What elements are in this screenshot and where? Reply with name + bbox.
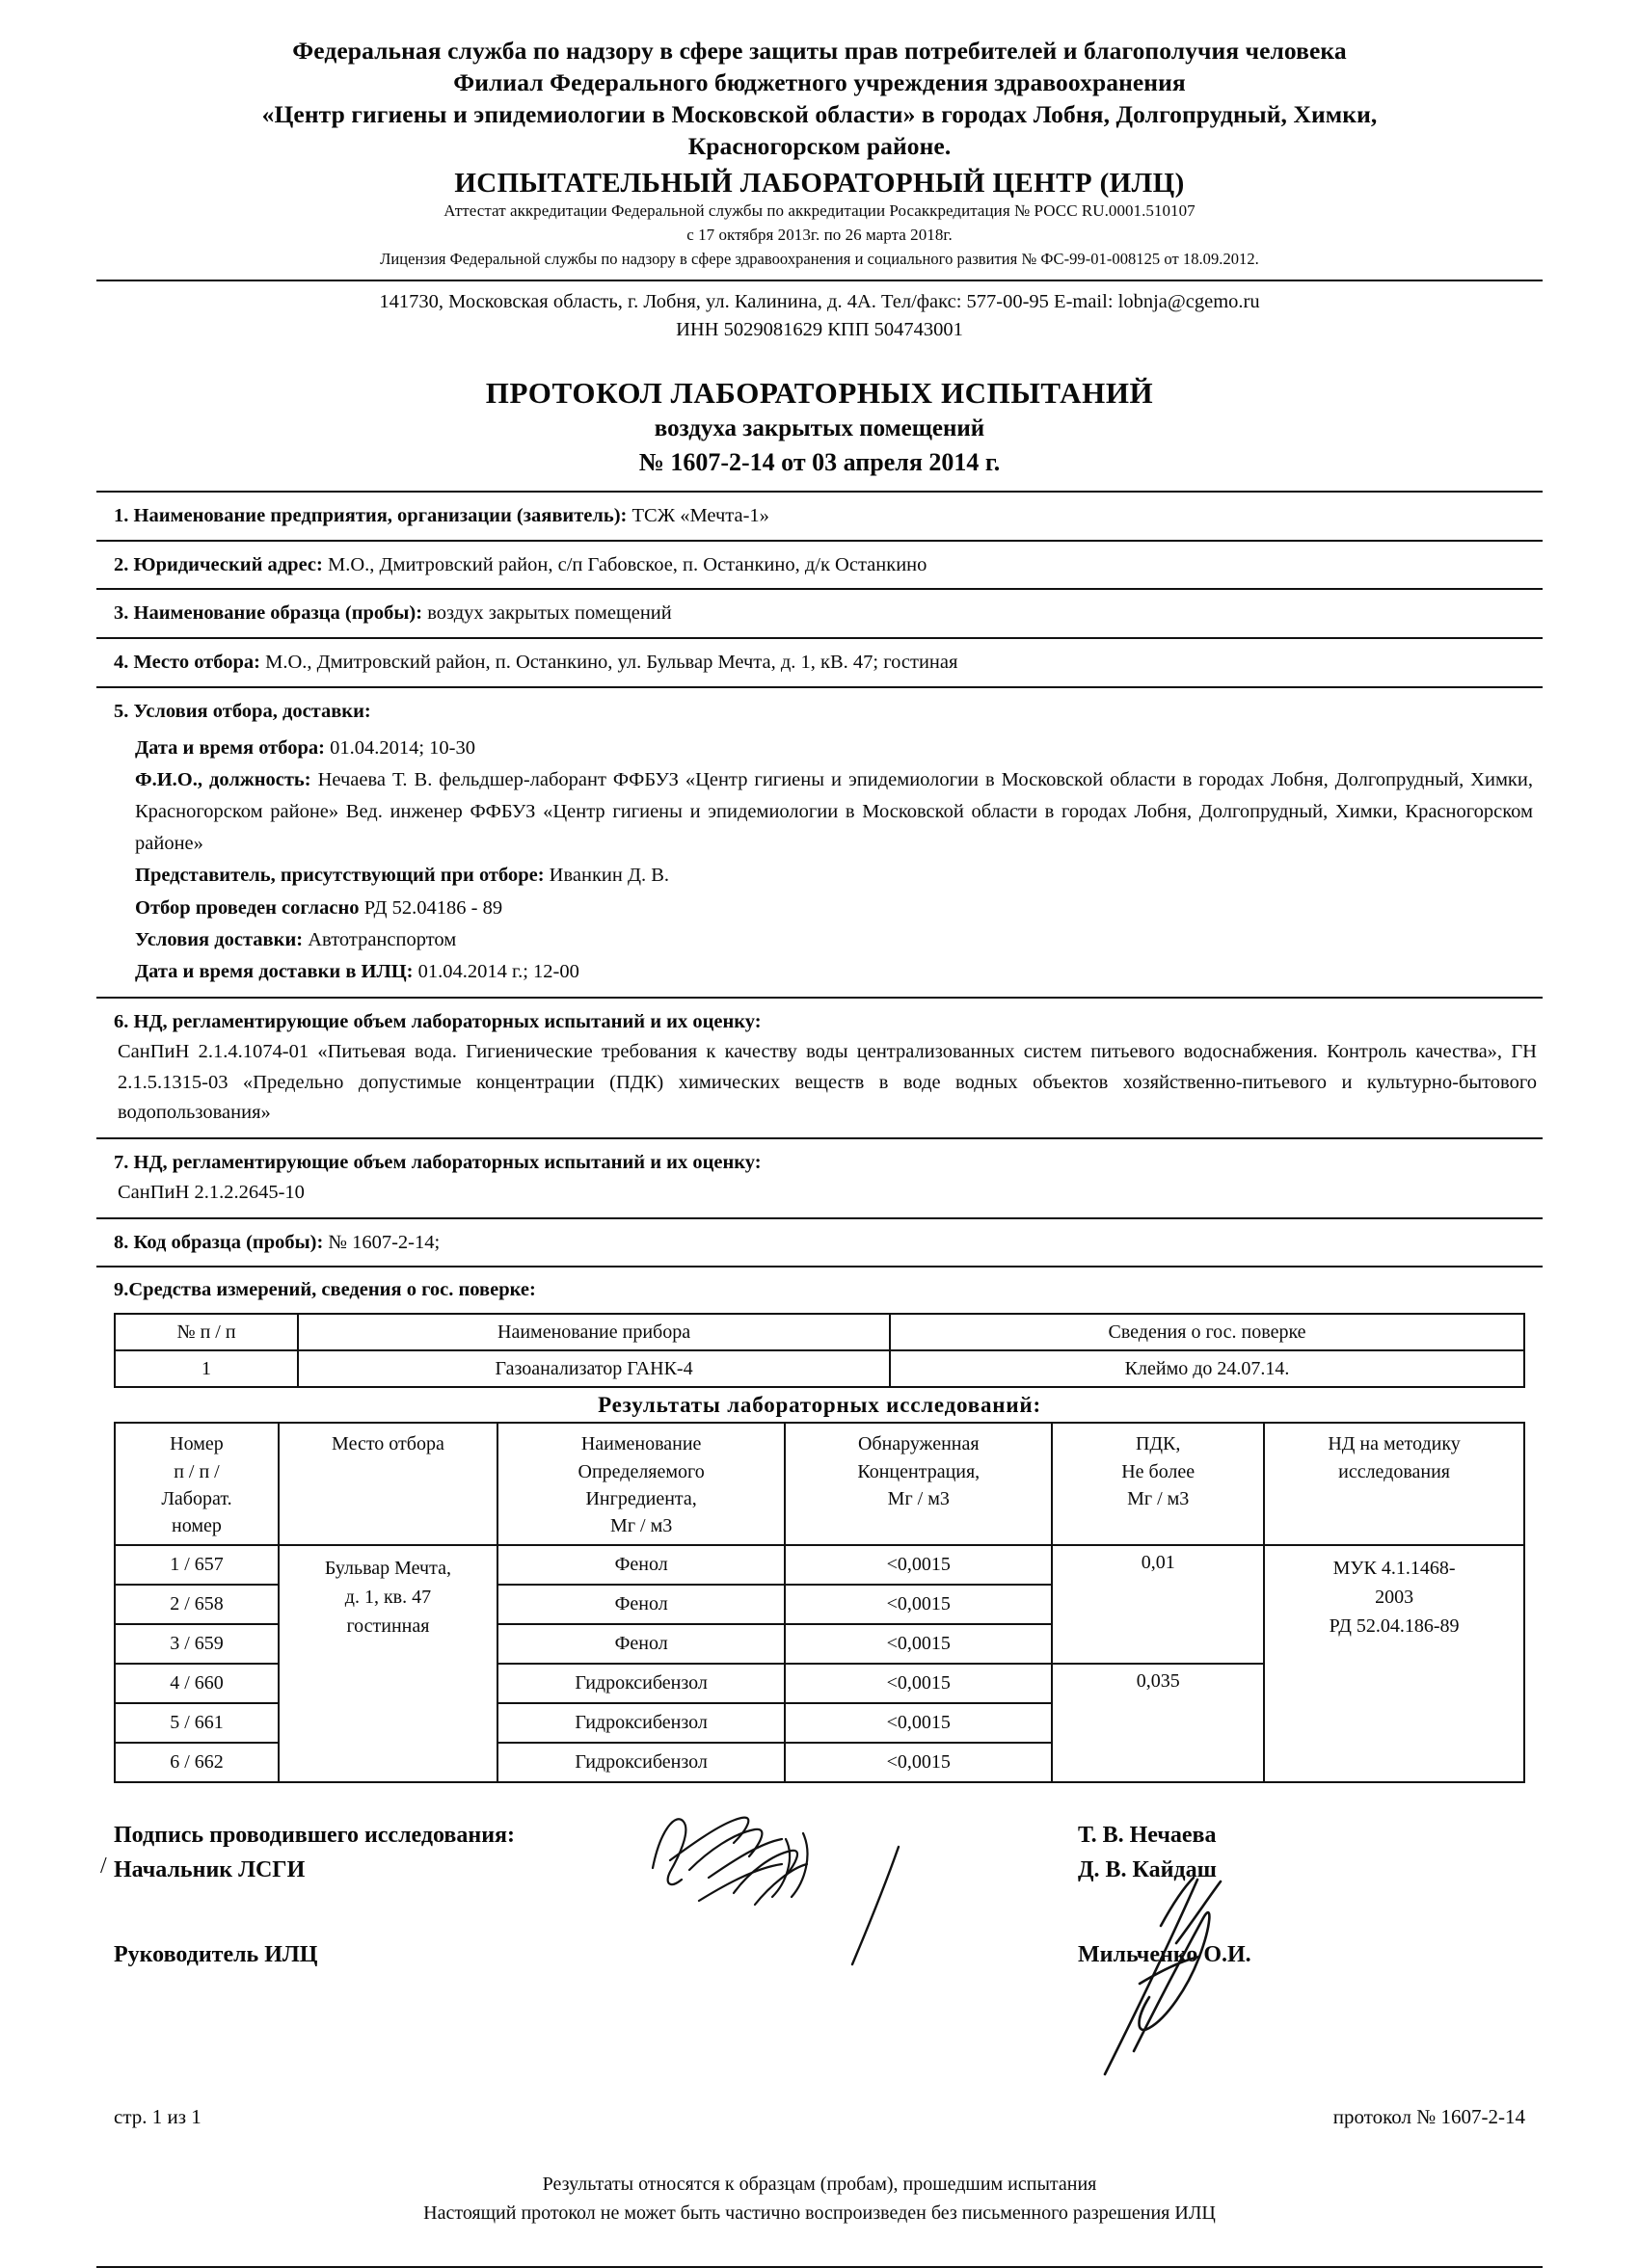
cell-method bbox=[1264, 1545, 1524, 1782]
results-header-place-l1: Место отбора bbox=[332, 1433, 444, 1455]
sampling-datetime bbox=[96, 733, 1543, 764]
results-header-number-l3: Лаборат. bbox=[161, 1488, 232, 1509]
footer-note-line-2: Настоящий протокол не может быть частично воспроизведен без письменного разрешения ИЛЦ bbox=[423, 2201, 1216, 2224]
signature-right-block-2 bbox=[1078, 1937, 1251, 1972]
sampling-person-label: Ф.И.О., должность: bbox=[135, 768, 311, 790]
section-8-label: 8. Код образца (пробы): bbox=[114, 1231, 324, 1253]
representative-value: Иванкин Д. В. bbox=[544, 865, 670, 887]
section-2-value: М.О., Дмитровский район, с/п Габовское, п. Останкино, д/к Останкино bbox=[322, 553, 927, 575]
footer-line bbox=[96, 2105, 1543, 2129]
instr-row-no: 1 bbox=[115, 1350, 298, 1387]
cell-number: 3 / 659 bbox=[115, 1624, 279, 1664]
section-2 bbox=[96, 542, 1543, 591]
postal-address: 141730, Московская область, г. Лобня, ул. Калинина, д. 4А. Тел/факс: 577-00-95 E-mail: lobnja@cgemo.ru bbox=[379, 290, 1260, 312]
results-header-pdk-l3: Мг / м3 bbox=[1127, 1488, 1190, 1509]
sampling-standard-value: РД 52.04186 - 89 bbox=[359, 896, 503, 919]
section-7 bbox=[96, 1139, 1543, 1219]
cell-concentration: <0,0015 bbox=[785, 1703, 1052, 1743]
section-3 bbox=[96, 590, 1543, 639]
section-8 bbox=[96, 1219, 1543, 1268]
results-header-pdk-l1: ПДК, bbox=[1135, 1433, 1181, 1455]
section-4-label: 4. Место отбора: bbox=[114, 652, 260, 674]
instr-header-name: Наименование прибора bbox=[298, 1314, 890, 1350]
cell-ingredient: Фенол bbox=[497, 1624, 785, 1664]
org-line-4: Красногорском районе. bbox=[687, 132, 952, 161]
instr-row-verification: Клеймо до 24.07.14. bbox=[890, 1350, 1524, 1387]
cell-place-l3: гостинная bbox=[346, 1614, 430, 1637]
signature-label-head-ilc: Руководитель ИЛЦ bbox=[114, 1941, 318, 1967]
section-8-value: № 1607-2-14; bbox=[323, 1231, 441, 1253]
results-header-number bbox=[115, 1423, 279, 1545]
results-header-number-l4: номер bbox=[172, 1515, 222, 1537]
section-9-heading bbox=[96, 1267, 1543, 1305]
cell-method-l2: 2003 bbox=[1375, 1586, 1414, 1608]
cell-ingredient: Фенол bbox=[497, 1585, 785, 1624]
cell-number: 1 / 657 bbox=[115, 1545, 279, 1585]
org-line-2: Филиал Федерального бюджетного учреждения здравоохранения bbox=[453, 68, 1186, 97]
page-subtitle: воздуха закрытых помещений bbox=[654, 414, 985, 441]
cell-concentration: <0,0015 bbox=[785, 1585, 1052, 1624]
contact-block bbox=[96, 288, 1543, 344]
results-header-ingredient-l4: Мг / м3 bbox=[610, 1515, 673, 1537]
section-1-value: ТСЖ «Мечта-1» bbox=[627, 504, 769, 526]
sampling-standard bbox=[96, 893, 1543, 924]
signature-right-block-1 bbox=[1078, 1818, 1217, 1887]
results-header-pdk bbox=[1052, 1423, 1264, 1545]
section-1-line bbox=[96, 501, 1543, 531]
section-7-value: СанПиН 2.1.2.2645-10 bbox=[118, 1181, 305, 1203]
cell-ingredient: Фенол bbox=[497, 1545, 785, 1585]
results-header-concentration-l1: Обнаруженная bbox=[857, 1433, 980, 1455]
sampling-person bbox=[96, 764, 1543, 861]
instrument-table-wrap bbox=[96, 1305, 1543, 1388]
protocol-number: № 1607-2-14 от 03 апреля 2014 г. bbox=[638, 447, 1001, 476]
footer-note bbox=[96, 2170, 1543, 2228]
table-row bbox=[115, 1545, 1524, 1585]
section-4 bbox=[96, 639, 1543, 688]
delivery-datetime-label: Дата и время доставки в ИЛЦ: bbox=[135, 960, 414, 982]
results-header-concentration-l2: Концентрация, bbox=[857, 1460, 981, 1482]
signature-left-block-2 bbox=[114, 1937, 712, 1972]
section-4-line bbox=[96, 648, 1543, 678]
instr-header-no: № п / п bbox=[115, 1314, 298, 1350]
results-header-pdk-l2: Не более bbox=[1121, 1460, 1196, 1482]
section-6-label: 6. НД, регламентирующие объем лабораторных испытаний и их оценку: bbox=[114, 1011, 762, 1033]
results-header-concentration-l3: Мг / м3 bbox=[887, 1488, 950, 1509]
section-5-label: 5. Условия отбора, доставки: bbox=[114, 700, 371, 722]
section-9 bbox=[96, 1267, 1543, 1388]
cell-concentration: <0,0015 bbox=[785, 1545, 1052, 1585]
representative bbox=[96, 860, 1543, 892]
inn-kpp: ИНН 5029081629 КПП 504743001 bbox=[676, 318, 963, 340]
org-line-1: Федеральная служба по надзору в сфере защиты прав потребителей и благополучия человека bbox=[292, 37, 1347, 65]
results-header-number-l2: п / п / bbox=[174, 1460, 220, 1482]
table-row-header bbox=[115, 1314, 1524, 1350]
delivery-datetime bbox=[96, 956, 1543, 988]
signature-row-2 bbox=[114, 1937, 1525, 1972]
accreditation-certificate: Аттестат аккредитации Федеральной службы по аккредитации Росаккредитация № РОСС RU.0001.510107 bbox=[443, 201, 1196, 221]
results-header-ingredient-l1: Наименование bbox=[580, 1433, 702, 1455]
section-6 bbox=[96, 999, 1543, 1139]
representative-label: Представитель, присутствующий при отборе: bbox=[135, 865, 545, 887]
results-header-method bbox=[1264, 1423, 1524, 1545]
ilc-title: ИСПЫТАТЕЛЬНЫЙ ЛАБОРАТОРНЫЙ ЦЕНТР (ИЛЦ) bbox=[454, 167, 1185, 199]
protocol-footer-number: протокол № 1607-2-14 bbox=[1332, 2104, 1525, 2128]
section-4-value: М.О., Дмитровский район, п. Останкино, ул. Бульвар Мечта, д. 1, кВ. 47; гостиная bbox=[259, 652, 958, 674]
cell-ingredient: Гидроксибензол bbox=[497, 1664, 785, 1703]
section-5-heading bbox=[96, 697, 1543, 733]
page-number: стр. 1 из 1 bbox=[114, 2104, 202, 2128]
instr-row-name: Газоанализатор ГАНК-4 bbox=[298, 1350, 890, 1387]
cell-ingredient: Гидроксибензол bbox=[497, 1743, 785, 1782]
section-2-line bbox=[96, 550, 1543, 580]
section-8-line bbox=[96, 1228, 1543, 1258]
cell-method-l1: МУК 4.1.1468- bbox=[1332, 1557, 1456, 1579]
results-header-method-l2: исследования bbox=[1338, 1460, 1450, 1482]
footer-note-line-1: Результаты относятся к образцам (пробам), прошедшим испытания bbox=[542, 2173, 1097, 2195]
section-2-label: 2. Юридический адрес: bbox=[114, 553, 323, 575]
signature-name-milchenko: Мильченко О.И. bbox=[1078, 1941, 1251, 1967]
sampling-standard-label: Отбор проведен согласно bbox=[135, 896, 360, 919]
signature-label-performer: Подпись проводившего исследования: bbox=[114, 1822, 516, 1848]
section-3-value: воздух закрытых помещений bbox=[422, 602, 672, 625]
section-9-label: 9.Средства измерений, сведения о гос. поверке: bbox=[114, 1279, 536, 1301]
cell-number: 6 / 662 bbox=[115, 1743, 279, 1782]
sampling-person-value: Нечаева Т. В. фельдшер-лаборант ФФБУЗ «Центр гигиены и эпидемиологии в Московской области в городах Лобня, Долгопрудный, Химки, Красногорском районе» Вед. инженер ФФБУЗ «Центр гигиены и эпидемиологии в Московской области в городах Лобня, Долгопрудный, Химки, Красногорском районе» bbox=[135, 768, 1533, 855]
results-header-ingredient-l2: Определяемого bbox=[578, 1460, 705, 1482]
results-header-place bbox=[279, 1423, 497, 1545]
signature-label-head-lsgi: / Начальник ЛСГИ bbox=[114, 1853, 712, 1887]
sampling-datetime-value: 01.04.2014; 10-30 bbox=[324, 736, 475, 759]
cell-number: 2 / 658 bbox=[115, 1585, 279, 1624]
table-row-header bbox=[115, 1423, 1524, 1545]
results-table bbox=[114, 1422, 1525, 1783]
instr-header-verification: Сведения о гос. поверке bbox=[890, 1314, 1524, 1350]
header-divider bbox=[96, 280, 1543, 281]
section-3-label: 3. Наименование образца (пробы): bbox=[114, 602, 423, 625]
results-header-concentration bbox=[785, 1423, 1052, 1545]
slash-mark: / bbox=[100, 1853, 107, 1879]
delivery-conditions-label: Условия доставки: bbox=[135, 928, 304, 950]
cell-number: 5 / 661 bbox=[115, 1703, 279, 1743]
section-1-label: 1. Наименование предприятия, организации (заявитель): bbox=[114, 504, 628, 526]
org-line-3: «Центр гигиены и эпидемиологии в Московской области» в городах Лобня, Долгопрудный, Химки, bbox=[261, 100, 1378, 129]
cell-method-l3: РД 52.04.186-89 bbox=[1329, 1614, 1460, 1637]
signature-mark-milchenko bbox=[1080, 1868, 1244, 2080]
results-header-ingredient bbox=[497, 1423, 785, 1545]
delivery-conditions bbox=[96, 924, 1543, 956]
cell-ingredient: Гидроксибензол bbox=[497, 1703, 785, 1743]
signature-area bbox=[96, 1818, 1543, 2049]
instrument-table bbox=[114, 1313, 1525, 1388]
cell-concentration: <0,0015 bbox=[785, 1743, 1052, 1782]
signature-row-1 bbox=[100, 1818, 1525, 1887]
delivery-conditions-value: Автотранспортом bbox=[303, 928, 457, 950]
signature-left-block-1 bbox=[100, 1818, 712, 1887]
results-table-wrap bbox=[96, 1422, 1543, 1783]
cell-pdk: 0,01 bbox=[1052, 1545, 1264, 1664]
cell-pdk: 0,035 bbox=[1052, 1664, 1264, 1782]
sampling-datetime-label: Дата и время отбора: bbox=[135, 736, 325, 759]
organization-header bbox=[96, 35, 1543, 271]
section-7-label: 7. НД, регламентирующие объем лабораторных испытаний и их оценку: bbox=[114, 1152, 762, 1174]
signature-name-kaydash: Д. В. Кайдаш bbox=[1078, 1856, 1217, 1882]
results-header-number-l1: Номер bbox=[170, 1433, 224, 1455]
results-header-method-l1: НД на методику bbox=[1328, 1433, 1461, 1455]
cell-place bbox=[279, 1545, 497, 1782]
cell-concentration: <0,0015 bbox=[785, 1664, 1052, 1703]
section-6-heading bbox=[96, 1007, 1543, 1037]
cell-number: 4 / 660 bbox=[115, 1664, 279, 1703]
page-title: ПРОТОКОЛ ЛАБОРАТОРНЫХ ИСПЫТАНИЙ bbox=[485, 375, 1154, 410]
cell-place-l2: д. 1, кв. 47 bbox=[344, 1586, 432, 1608]
cell-place-l1: Бульвар Мечта, bbox=[324, 1557, 451, 1579]
section-1 bbox=[96, 491, 1543, 542]
accreditation-validity: с 17 октября 2013г. по 26 марта 2018г. bbox=[686, 226, 953, 244]
cell-concentration: <0,0015 bbox=[785, 1624, 1052, 1664]
section-3-line bbox=[96, 599, 1543, 628]
signature-name-nechaeva: Т. В. Нечаева bbox=[1078, 1822, 1217, 1848]
table-row bbox=[115, 1350, 1524, 1387]
section-7-heading bbox=[96, 1148, 1543, 1178]
results-header-ingredient-l3: Ингредиента, bbox=[585, 1488, 697, 1509]
section-5 bbox=[96, 688, 1543, 999]
license-line: Лицензия Федеральной службы по надзору в сфере здравоохранения и социального развития № ФС-99-01-008125 от 18.09.2012. bbox=[380, 249, 1259, 268]
footer-divider bbox=[96, 2266, 1543, 2268]
section-6-value: СанПиН 2.1.4.1074-01 «Питьевая вода. Гигиенические требования к качеству воды централизованных систем питьевого водоснабжения. Контроль качества», ГН 2.1.5.1315-03 «Предельно допустимые концентрации (ПДК) химических веществ в воде водных объектов хозяйственно-питьевого и культурно-бытового водопользования» bbox=[118, 1040, 1537, 1124]
delivery-datetime-value: 01.04.2014 г.; 12-00 bbox=[413, 960, 579, 982]
results-caption: Результаты лабораторных исследований: bbox=[598, 1393, 1041, 1418]
